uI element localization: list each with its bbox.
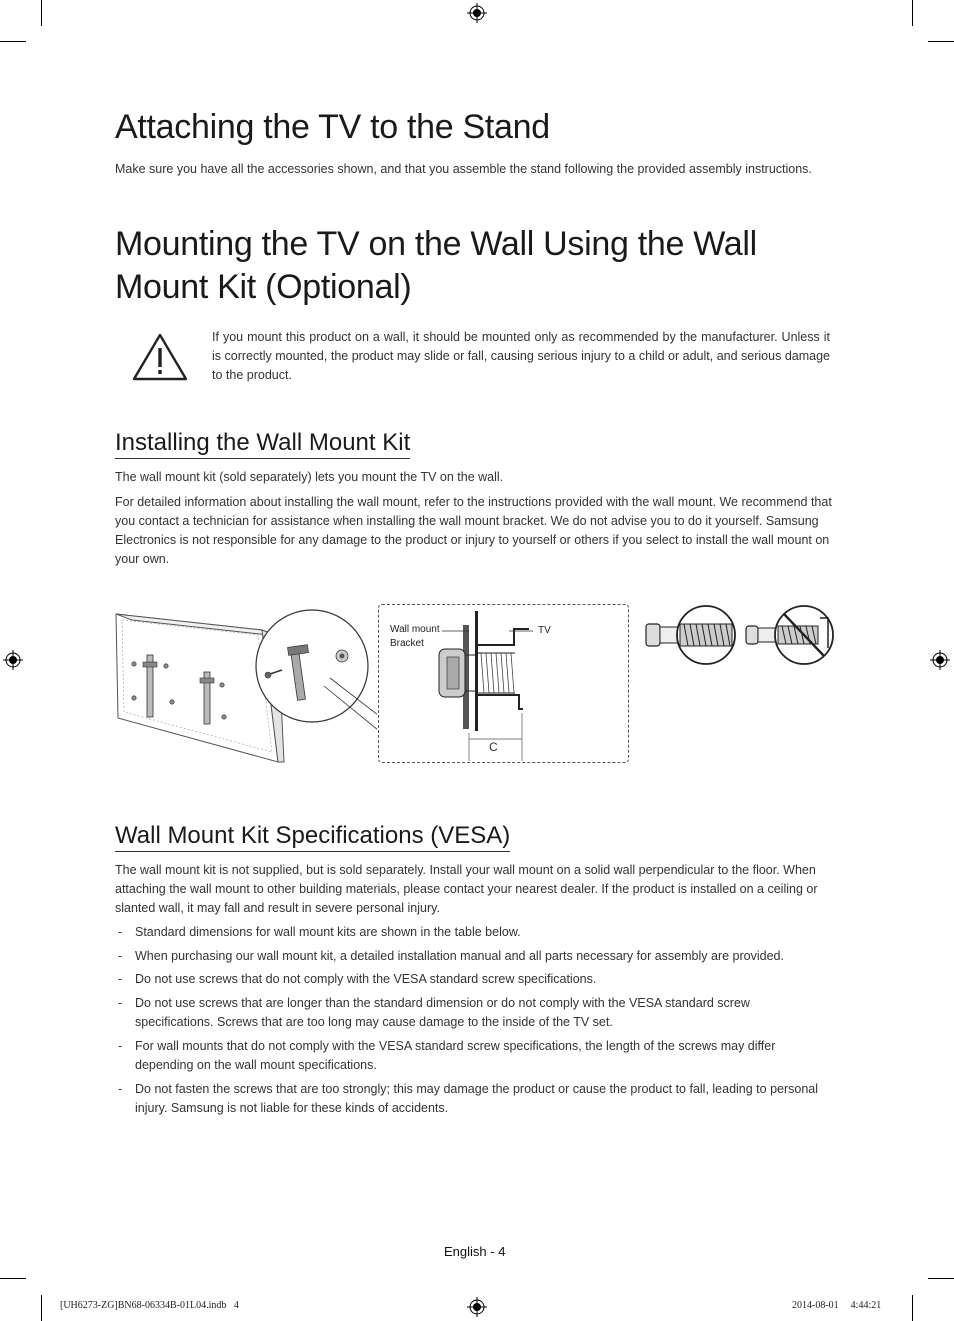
list-item: - Do not fasten the screws that are too strongly; this may damage the product or cause the product to fall, leading to personal injury. Samsung is not liable for these kinds of accidents. (118, 1081, 819, 1115)
wall-mount-title-line2: Mount Kit (Optional) (115, 268, 412, 306)
crop-mark (928, 41, 954, 42)
label-tv: TV (538, 625, 551, 636)
crop-mark (0, 41, 26, 42)
page-number: English - 4 (444, 1244, 506, 1259)
specs-heading: Wall Mount Kit Specifications (VESA) (115, 821, 510, 852)
installing-para2: For detailed information about installing the wall mount, refer to the instructions provided with the wall mount. We recommend that you contact a technician for assistance when installing the wall mount bracket. We do not advise you to do it yourself. Samsung Electronics is not responsible for any damage to the product or injury to yourself or others if you select to install the wall mount on your own. (115, 495, 832, 566)
registration-mark-icon (467, 3, 487, 23)
list-item: - Standard dimensions for wall mount kits are shown in the table below. (118, 925, 521, 939)
list-item: - For wall mounts that do not comply with the VESA standard screw specifications, the length of the screws may differ depending on the wall mount specifications. (118, 1038, 776, 1072)
crop-mark (41, 1295, 42, 1321)
registration-mark-icon (3, 650, 23, 670)
incorrect-screw-icon (744, 604, 836, 666)
tv-back-illustration (112, 600, 377, 768)
correct-screw-icon (644, 604, 738, 666)
caution-triangle-icon (132, 332, 188, 382)
specs-para: The wall mount kit is not supplied, but is sold separately. Install your wall mount on a solid wall perpendicular to the floor. When attaching the wall mount to other building materials, please contact your nearest dealer. If the product is installed on a ceiling or slanted wall, it may fall and result in severe personal injury. (115, 863, 818, 915)
page-title: Attaching the TV to the Stand (115, 108, 550, 146)
crop-mark (928, 1278, 954, 1279)
list-item: - Do not use screws that are longer than the standard dimension or do not comply with the VESA standard screw specifications. Screws that are too long may cause damage to the inside of the TV set. (118, 995, 750, 1029)
crop-mark (912, 1295, 913, 1321)
crop-mark (912, 0, 913, 26)
registration-mark-icon (930, 650, 950, 670)
list-item: - When purchasing our wall mount kit, a detailed installation manual and all parts necessary for assembly are provided. (118, 948, 784, 963)
caution-text: If you mount this product on a wall, it should be mounted only as recommended by the manufacturer. Unless it is correctly mounted, the product may slide or fall, causing serious injury to a child or adult, and serious damage to the product. (212, 330, 830, 382)
label-bracket: Bracket (390, 638, 424, 649)
date-info: 2014-08-01 4:44:21 (792, 1300, 882, 1311)
label-wall-mount: Wall mount (390, 624, 440, 635)
installing-para1: The wall mount kit (sold separately) lets you mount the TV on the wall. (115, 470, 504, 484)
specs-list (115, 923, 825, 1123)
installing-heading: Installing the Wall Mount Kit (115, 428, 410, 459)
file-info: [UH6273-ZG]BN68-06334B-01L04.indb 4 (60, 1300, 239, 1311)
crop-mark (41, 0, 42, 26)
label-dimension-c: C (489, 740, 498, 754)
stand-intro: Make sure you have all the accessories shown, and that you assemble the stand following the provided assembly instructions. (115, 162, 812, 176)
crop-mark (0, 1278, 26, 1279)
list-item: - Do not use screws that do not comply with the VESA standard screw specifications. (118, 972, 597, 986)
registration-mark-icon (467, 1297, 487, 1317)
wall-mount-title-line1: Mounting the TV on the Wall Using the Wall (115, 225, 757, 263)
